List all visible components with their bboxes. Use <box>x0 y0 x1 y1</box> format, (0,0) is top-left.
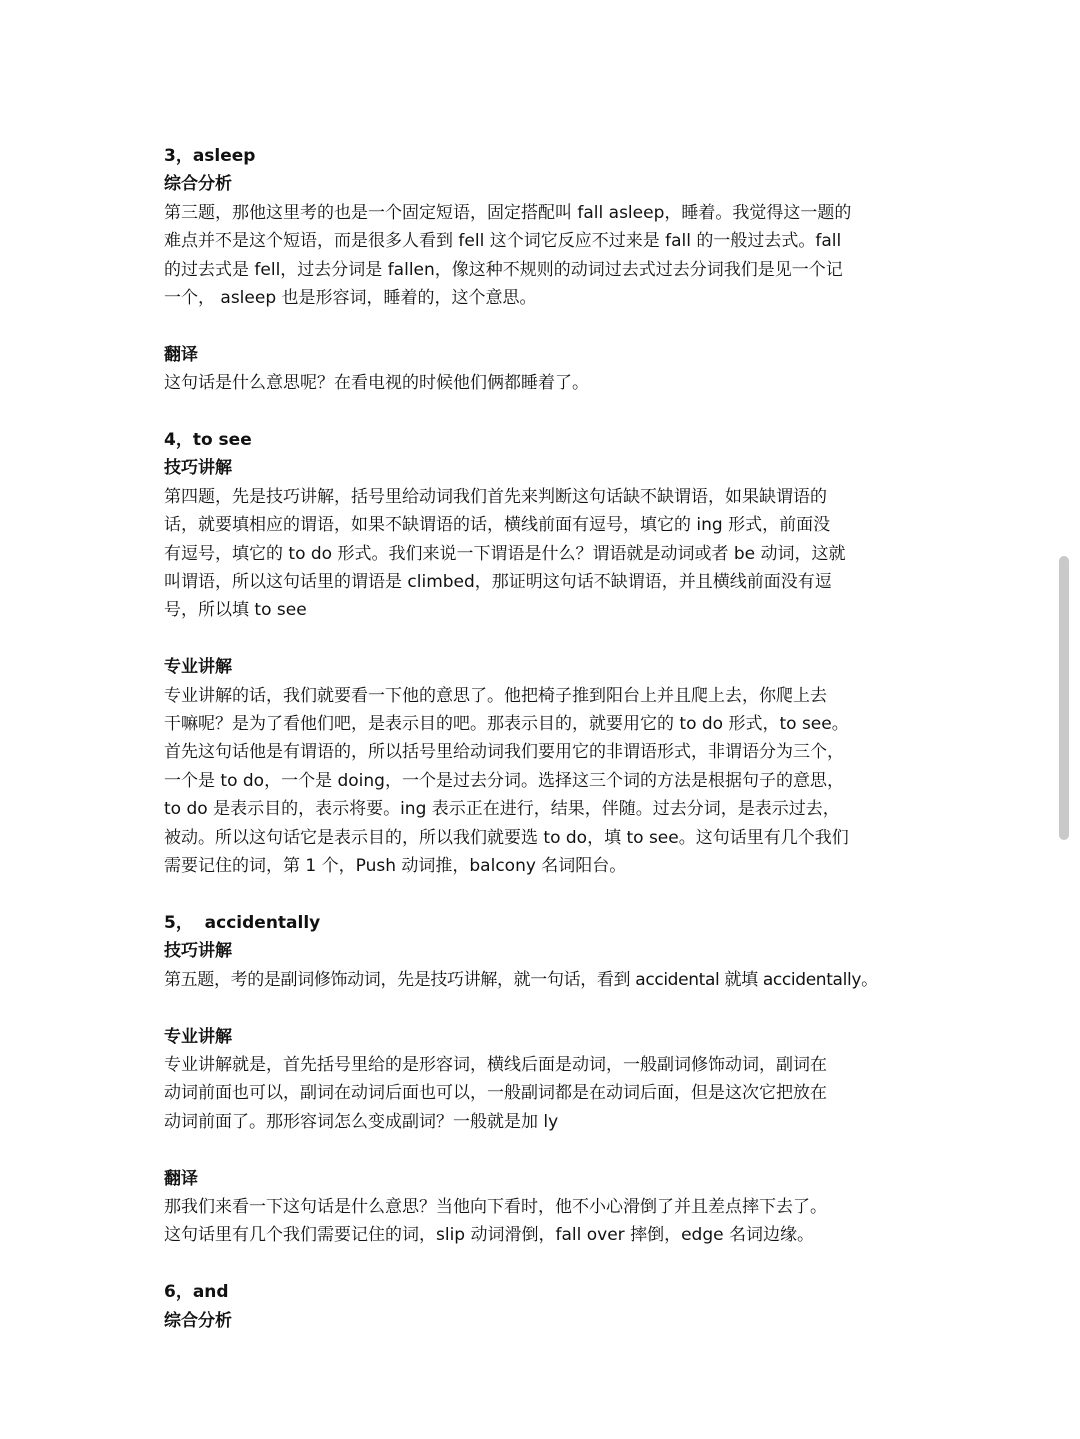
paragraph-line: 第五题，考的是副词修饰动词，先是技巧讲解，就一句话，看到 accidental 就填 accidentally。 <box>164 969 878 990</box>
section-6 <box>164 1278 916 1335</box>
document-body <box>164 142 916 1335</box>
paragraph-line: 被动。所以这句话它是表示目的，所以我们就要选 to do，填 to see。这句话里有几个我们 <box>164 827 849 848</box>
paragraph-line: 一个是 to do，一个是 doing，一个是过去分词。选择这三个词的方法是根据句子的意思， <box>164 770 844 791</box>
question-number-title: 5， accidentally <box>164 912 321 933</box>
spacer <box>164 881 916 909</box>
block-heading: 翻译 <box>164 1168 198 1189</box>
paragraph <box>164 1051 916 1136</box>
paragraph-line: 动词前面了。那形容词怎么变成副词？一般就是加 ly <box>164 1111 559 1132</box>
paragraph-line: 的过去式是 fell，过去分词是 fallen，像这种不规则的动词过去式过去分词我们是见一个记 <box>164 259 843 280</box>
spacer <box>164 1250 916 1278</box>
block-heading: 综合分析 <box>164 174 232 195</box>
spacer <box>164 994 916 1022</box>
question-number-title: 3，asleep <box>164 146 256 166</box>
paragraph-line: 这句话是什么意思呢？在看电视的时候他们俩都睡着了。 <box>164 373 589 394</box>
block-heading: 专业讲解 <box>164 1026 232 1047</box>
spacer <box>164 312 916 340</box>
paragraph-line: 专业讲解的话，我们就要看一下他的意思了。他把椅子推到阳台上并且爬上去，你爬上去 <box>164 685 827 706</box>
paragraph <box>164 1193 916 1250</box>
question-number-title: 6，and <box>164 1282 229 1303</box>
paragraph-line: 动词前面也可以，副词在动词后面也可以，一般副词都是在动词后面，但是这次它把放在 <box>164 1083 827 1104</box>
paragraph-line: 那我们来看一下这句话是什么意思？当他向下看时，他不小心滑倒了并且差点摔下去了。 <box>164 1196 827 1217</box>
paragraph-line: 专业讲解就是，首先括号里给的是形容词，横线后面是动词，一般副词修饰动词，副词在 <box>164 1054 827 1075</box>
paragraph-line: 第四题，先是技巧讲解，括号里给动词我们首先来判断这句话缺不缺谓语，如果缺谓语的 <box>164 486 827 507</box>
paragraph-line: to do 是表示目的，表示将要。ing 表示正在进行，结果，伴随。过去分词，是表示过去， <box>164 799 840 820</box>
section-3 <box>164 142 916 398</box>
block-heading: 专业讲解 <box>164 657 232 678</box>
paragraph-line: 号，所以填 to see <box>164 600 307 621</box>
paragraph-line: 第三题，那他这里考的也是一个固定短语，固定搭配叫 fall asleep，睡着。我觉得这一题的 <box>164 202 852 223</box>
block-heading: 技巧讲解 <box>164 941 232 962</box>
paragraph <box>164 682 916 881</box>
paragraph <box>164 966 916 994</box>
spacer <box>164 625 916 653</box>
paragraph-line: 这句话里有几个我们需要记住的词，slip 动词滑倒，fall over 摔倒，edge 名词边缘。 <box>164 1225 814 1246</box>
paragraph-line: 一个， asleep 也是形容词，睡着的，这个意思。 <box>164 288 537 309</box>
paragraph-line: 首先这句话他是有谓语的，所以括号里给动词我们要用它的非谓语形式，非谓语分为三个， <box>164 742 844 763</box>
block-heading: 综合分析 <box>164 1310 232 1331</box>
paragraph-line: 干嘛呢？是为了看他们吧，是表示目的吧。那表示目的，就要用它的 to do 形式，to see。 <box>164 714 849 735</box>
spacer <box>164 1136 916 1164</box>
spacer <box>164 398 916 426</box>
block-heading: 翻译 <box>164 344 198 365</box>
section-5 <box>164 909 916 1250</box>
paragraph <box>164 483 916 625</box>
paragraph-line: 有逗号，填它的 to do 形式。我们来说一下谓语是什么？谓语就是动词或者 be 动词，这就 <box>164 543 846 564</box>
paragraph-line: 话，就要填相应的谓语，如果不缺谓语的话，横线前面有逗号，填它的 ing 形式，前面没 <box>164 515 831 536</box>
question-number-title: 4，to see <box>164 430 252 451</box>
paragraph-line: 难点并不是这个短语，而是很多人看到 fell 这个词它反应不过来是 fall 的一般过去式。fall <box>164 231 842 252</box>
paragraph-line: 需要记住的词，第 1 个，Push 动词推，balcony 名词阳台。 <box>164 856 627 877</box>
vertical-scrollbar-thumb[interactable] <box>1059 556 1069 840</box>
block-heading: 技巧讲解 <box>164 458 232 479</box>
section-4 <box>164 426 916 880</box>
paragraph-line: 叫谓语，所以这句话里的谓语是 climbed，那证明这句话不缺谓语，并且横线前面没有逗 <box>164 572 832 593</box>
paragraph <box>164 199 916 313</box>
paragraph <box>164 369 916 397</box>
